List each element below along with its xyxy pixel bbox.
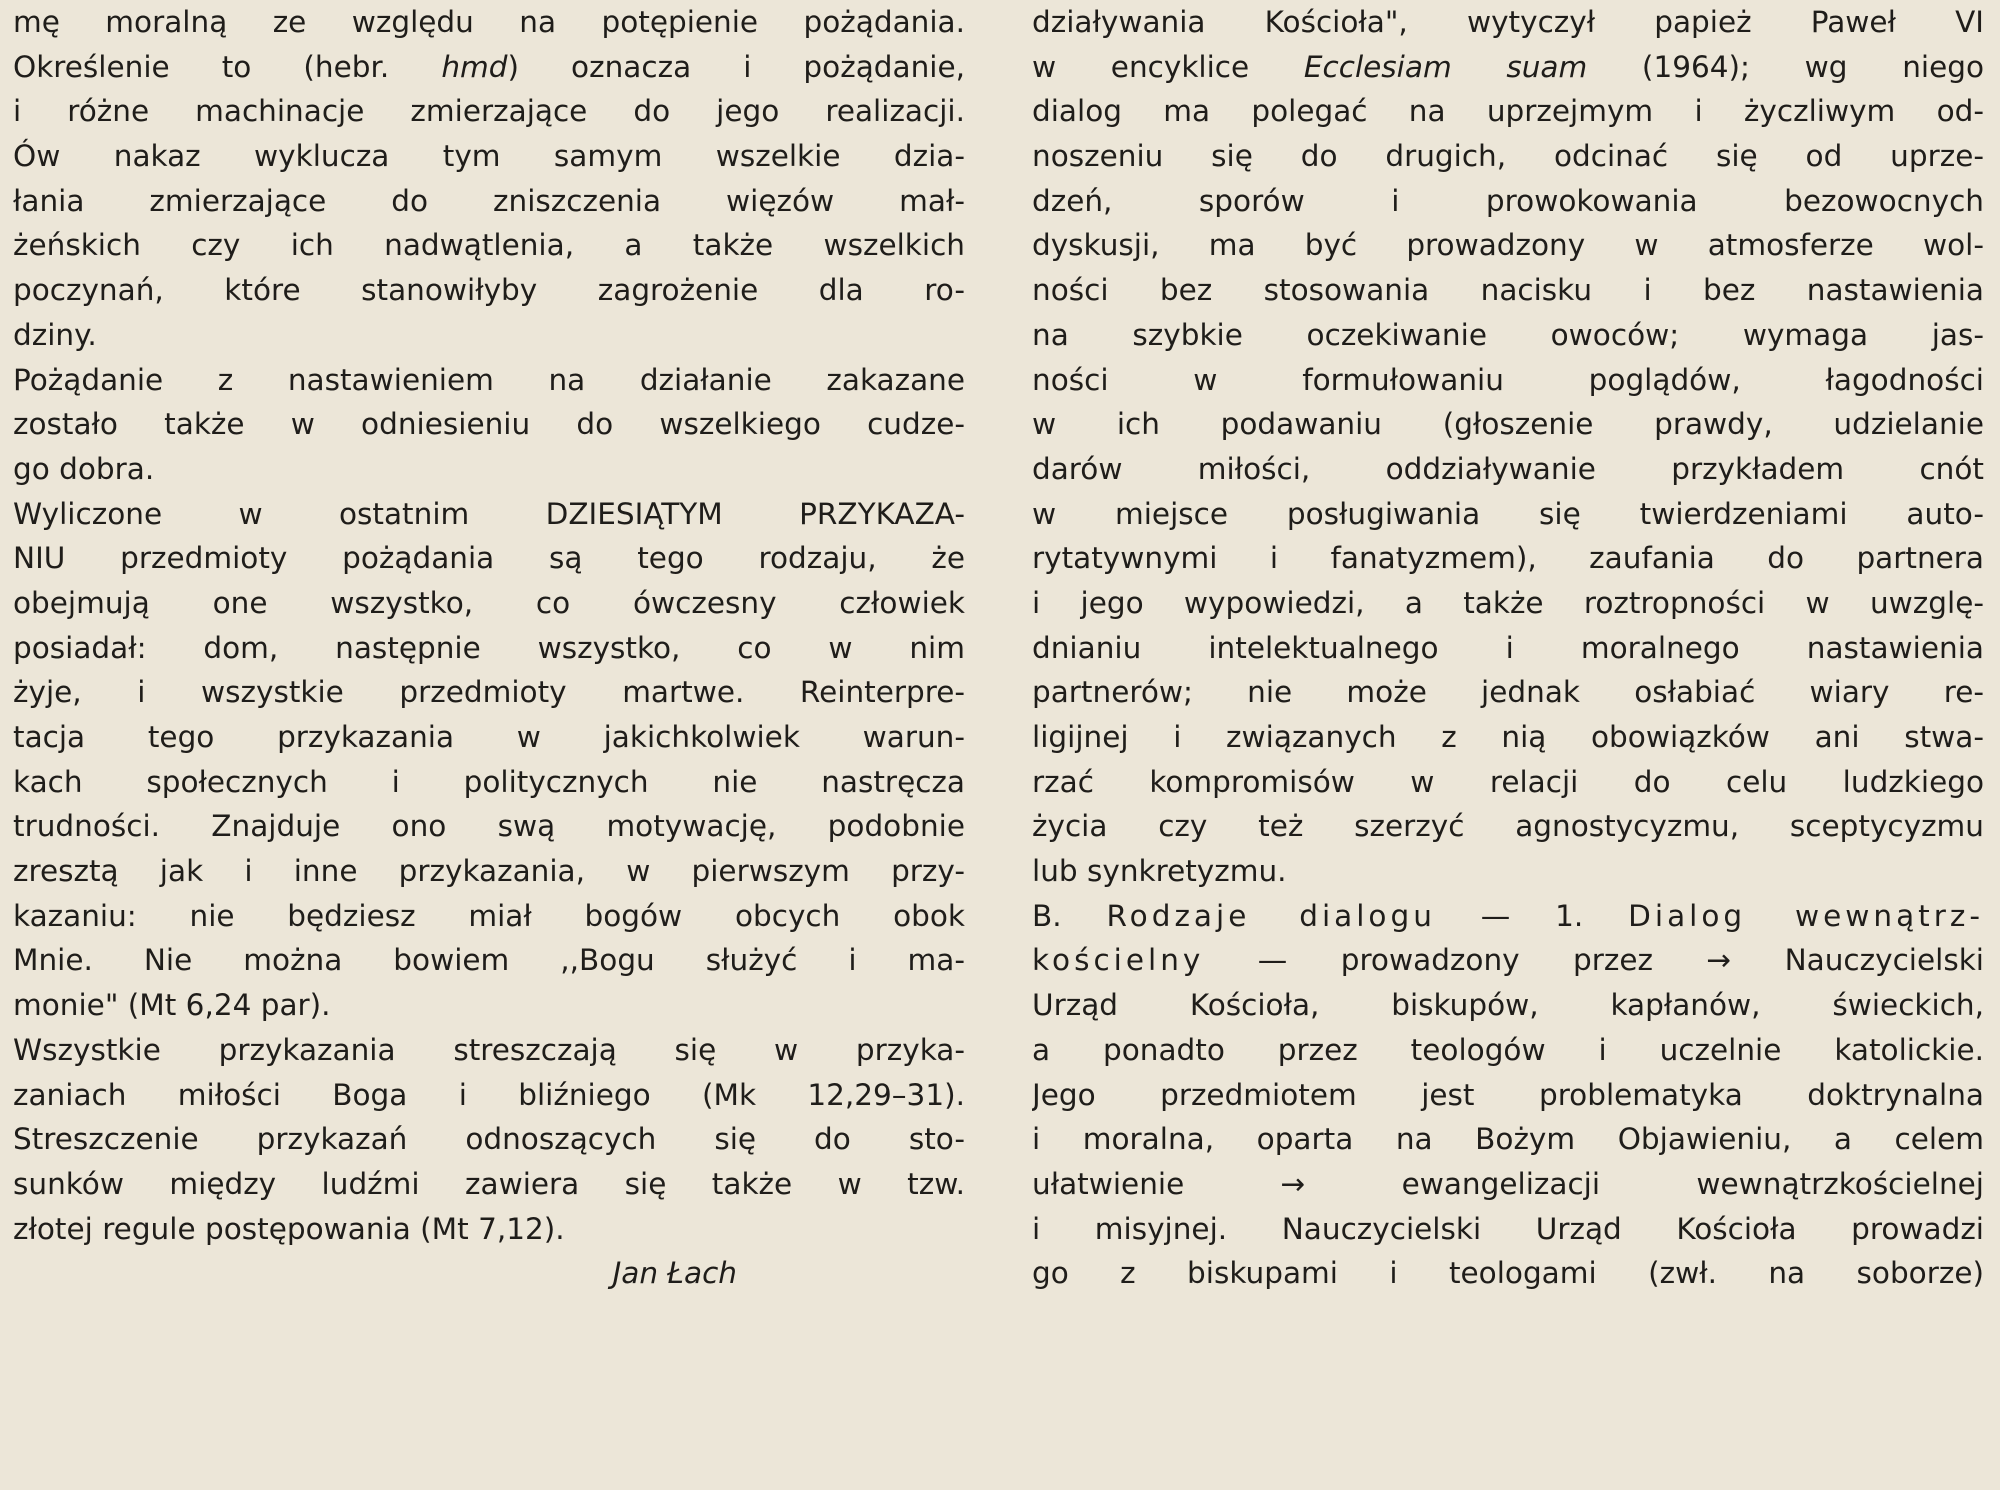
- text-line: i moralna, oparta na Bożym Objawieniu, a celem: [1032, 1122, 1984, 1157]
- text-line: posiadał: dom, następnie wszystko, co w nim: [13, 630, 965, 665]
- text-line: zaniach miłości Boga i bliźniego (Mk 12,29–31).: [13, 1077, 965, 1112]
- text-segment: w encyklice: [1032, 49, 1304, 84]
- text-line: Mnie. Nie można bowiem ,,Bogu służyć i ma-: [13, 943, 965, 978]
- text-line: w miejsce posługiwania się twierdzeniami auto-: [1032, 496, 1984, 531]
- text-line: go dobra.: [13, 451, 155, 486]
- text-line: rzać kompromisów w relacji do celu ludzkiego: [1032, 764, 1984, 799]
- text-line: złotej regule postępowania (Mt 7,12).: [13, 1211, 565, 1246]
- text-line: dialog ma polegać na uprzejmym i życzliwym od-: [1032, 94, 1984, 129]
- text-line: sunków między ludźmi zawiera się także w tzw.: [13, 1166, 965, 1201]
- text-line: a ponadto przez teologów i uczelnie katolickie.: [1032, 1032, 1984, 1067]
- text-line: dzeń, sporów i prowokowania bezowocnych: [1032, 183, 1984, 218]
- text-line: zostało także w odniesieniu do wszelkiego cudze-: [13, 407, 965, 442]
- text-line: Pożądanie z nastawieniem na działanie zakazane: [13, 362, 965, 397]
- text-line: zresztą jak i inne przykazania, w pierwszym przy-: [13, 854, 965, 889]
- text-line: i różne machinacje zmierzające do jego realizacji.: [13, 94, 965, 129]
- text-line: dziny.: [13, 317, 97, 352]
- text-line: darów miłości, oddziaływanie przykładem cnót: [1032, 451, 1984, 486]
- text-line: ności w formułowaniu poglądów, łagodności: [1032, 362, 1984, 397]
- text-line: obejmują one wszystko, co ówczesny człowiek: [13, 585, 965, 620]
- spaced-term: Dialog wewnątrz-: [1628, 898, 1984, 933]
- text-segment: (1964); wg niego: [1587, 49, 1984, 84]
- text-line: ułatwienie → ewangelizacji wewnątrzkościelnej: [1032, 1166, 1984, 1201]
- right-column: [1032, 0, 1984, 1296]
- text-line: kazaniu: nie będziesz miał bogów obcych obok: [13, 898, 965, 933]
- text-line: Wszystkie przykazania streszczają się w przyka-: [13, 1032, 965, 1067]
- text-line: na szybkie oczekiwanie owoców; wymaga jas-: [1032, 317, 1984, 352]
- text-line: i jego wypowiedzi, a także roztropności w uwzglę-: [1032, 585, 1984, 620]
- text-line: kach społecznych i politycznych nie nastręcza: [13, 764, 965, 799]
- text-line: i misyjnej. Nauczycielski Urząd Kościoła prowadzi: [1032, 1211, 1984, 1246]
- text-line: Wyliczone w ostatnim DZIESIĄTYM PRZYKAZA-: [13, 496, 965, 531]
- text-line: noszeniu się do drugich, odcinać się od uprze-: [1032, 139, 1984, 174]
- text-line: monie" (Mt 6,24 par).: [13, 988, 331, 1023]
- text-line: życia czy też szerzyć agnostycyzmu, sceptycyzmu: [1032, 809, 1984, 844]
- text-segment: Określenie to (hebr.: [13, 49, 442, 84]
- text-line: [13, 45, 965, 90]
- text-line: [1032, 894, 1984, 939]
- text-line: działywania Kościoła", wytyczył papież Paweł VI: [1032, 5, 1984, 39]
- left-column: [13, 0, 965, 1296]
- text-line: [1032, 938, 1984, 983]
- text-segment: ) oznacza i pożądanie,: [507, 49, 965, 84]
- text-line: Streszczenie przykazań odnoszących się do sto-: [13, 1122, 965, 1157]
- text-line: ności bez stosowania nacisku i bez nastawienia: [1032, 273, 1984, 308]
- spaced-term: Rodzaje dialogu: [1106, 898, 1436, 933]
- text-line: łania zmierzające do zniszczenia więzów mał-: [13, 183, 965, 218]
- text-line: w ich podawaniu (głoszenie prawdy, udzielanie: [1032, 407, 1984, 442]
- text-line: [1032, 45, 1984, 90]
- text-segment: — 1.: [1435, 898, 1629, 933]
- text-line: Urząd Kościoła, biskupów, kapłanów, świeckich,: [1032, 988, 1984, 1023]
- text-line: żyje, i wszystkie przedmioty martwe. Reinterpre-: [13, 675, 965, 710]
- text-line: dyskusji, ma być prowadzony w atmosferze wol-: [1032, 228, 1984, 263]
- text-segment: — prowadzony przez → Nauczycielski: [1204, 943, 1984, 978]
- text-line: Ów nakaz wyklucza tym samym wszelkie dzia-: [13, 139, 965, 174]
- text-line: go z biskupami i teologami (zwł. na soborze): [1032, 1256, 1984, 1291]
- italic-term: hmd: [441, 49, 508, 84]
- text-line: ligijnej i związanych z nią obowiązków ani stwa-: [1032, 720, 1984, 754]
- spaced-term: kościelny: [1032, 943, 1205, 978]
- text-line: trudności. Znajduje ono swą motywację, podobnie: [13, 809, 965, 844]
- italic-term: Ecclesiam suam: [1303, 49, 1588, 84]
- text-line: tacja tego przykazania w jakichkolwiek warun-: [13, 720, 965, 754]
- text-line: dnianiu intelektualnego i moralnego nastawienia: [1032, 630, 1984, 665]
- text-line: mę moralną ze względu na potępienie pożądania.: [13, 5, 965, 39]
- text-segment: B.: [1032, 898, 1107, 933]
- text-line: lub synkretyzmu.: [1032, 854, 1287, 889]
- author-signature: Jan Łach: [612, 1256, 737, 1291]
- text-line: partnerów; nie może jednak osłabiać wiary re-: [1032, 675, 1984, 710]
- text-line: Jego przedmiotem jest problematyka doktrynalna: [1032, 1077, 1984, 1112]
- text-line: NIU przedmioty pożądania są tego rodzaju, że: [13, 541, 965, 576]
- text-line: żeńskich czy ich nadwątlenia, a także wszelkich: [13, 228, 965, 263]
- text-line: rytatywnymi i fanatyzmem), zaufania do partnera: [1032, 541, 1984, 576]
- text-line: poczynań, które stanowiłyby zagrożenie dla ro-: [13, 273, 965, 308]
